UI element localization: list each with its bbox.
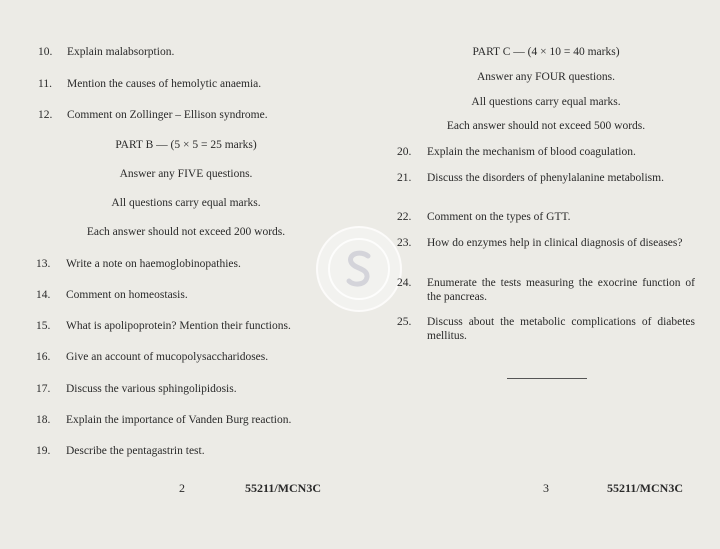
question-text: Give an account of mucopolysaccharidoses. [66, 351, 269, 363]
question-number: 19. [36, 445, 51, 457]
question-text: Explain the mechanism of blood coagulation. [427, 146, 636, 158]
question-20 [397, 145, 695, 159]
question-number: 18. [36, 414, 51, 426]
question-10 [38, 45, 174, 59]
question-number: 22. [397, 211, 412, 223]
part-b-instruction-3: Each answer should not exceed 200 words. [86, 226, 286, 238]
question-24 [397, 276, 695, 304]
question-text: Mention the causes of hemolytic anaemia. [67, 78, 262, 90]
question-text: Write a note on haemoglobinopathies. [66, 258, 241, 270]
question-number: 16. [36, 351, 51, 363]
part-c-instruction-1: Answer any FOUR questions. [477, 71, 615, 83]
question-text: Comment on the types of GTT. [427, 211, 571, 223]
question-number: 21. [397, 172, 412, 184]
paper-code: 55211/MCN3C [607, 481, 683, 495]
right-page [360, 0, 720, 549]
question-16 [36, 350, 268, 364]
question-text: Discuss the various sphingolipidosis. [66, 383, 237, 395]
question-number: 11. [38, 78, 52, 90]
question-text: Describe the pentagastrin test. [66, 445, 205, 457]
question-text: Discuss about the metabolic complications of diabetes mellitus. [427, 316, 695, 342]
end-rule [507, 378, 587, 379]
question-12 [38, 108, 268, 122]
question-15 [36, 319, 291, 333]
question-number: 12. [38, 109, 53, 121]
question-22 [397, 210, 695, 224]
question-23 [397, 236, 695, 250]
part-b-title: PART B — (5 × 5 = 25 marks) [115, 139, 257, 151]
part-c-instruction-3: Each answer should not exceed 500 words. [446, 120, 646, 132]
question-number: 14. [36, 289, 51, 301]
question-14 [36, 288, 188, 302]
question-text: Explain malabsorption. [67, 46, 175, 58]
page-number: 2 [179, 481, 185, 495]
question-number: 10. [38, 46, 53, 58]
question-number: 23. [397, 237, 412, 249]
paper-code: 55211/MCN3C [245, 481, 321, 495]
question-17 [36, 382, 237, 396]
question-text: Comment on homeostasis. [66, 289, 188, 301]
question-number: 20. [397, 146, 412, 158]
question-25 [397, 315, 695, 343]
part-c-instruction-2: All questions carry equal marks. [471, 96, 621, 108]
question-text: How do enzymes help in clinical diagnosis of diseases? [427, 237, 683, 249]
question-number: 24. [397, 277, 412, 289]
part-b-instruction-2: All questions carry equal marks. [111, 197, 261, 209]
question-number: 17. [36, 383, 51, 395]
question-number: 25. [397, 316, 412, 328]
question-text: Enumerate the tests measuring the exocrine function of the pancreas. [427, 277, 695, 303]
question-text: Discuss the disorders of phenylalanine metabolism. [427, 172, 664, 184]
question-19 [36, 444, 205, 458]
question-21 [397, 171, 695, 185]
question-18 [36, 413, 291, 427]
question-text: Comment on Zollinger – Ellison syndrome. [67, 109, 268, 121]
question-text: What is apolipoprotein? Mention their functions. [66, 320, 291, 332]
page-number: 3 [543, 481, 549, 495]
question-text: Explain the importance of Vanden Burg reaction. [66, 414, 292, 426]
part-c-title: PART C — (4 × 10 = 40 marks) [472, 46, 620, 58]
question-11 [38, 77, 261, 91]
question-13 [36, 257, 241, 271]
question-number: 13. [36, 258, 51, 270]
part-b-instruction-1: Answer any FIVE questions. [119, 168, 253, 180]
question-number: 15. [36, 320, 51, 332]
